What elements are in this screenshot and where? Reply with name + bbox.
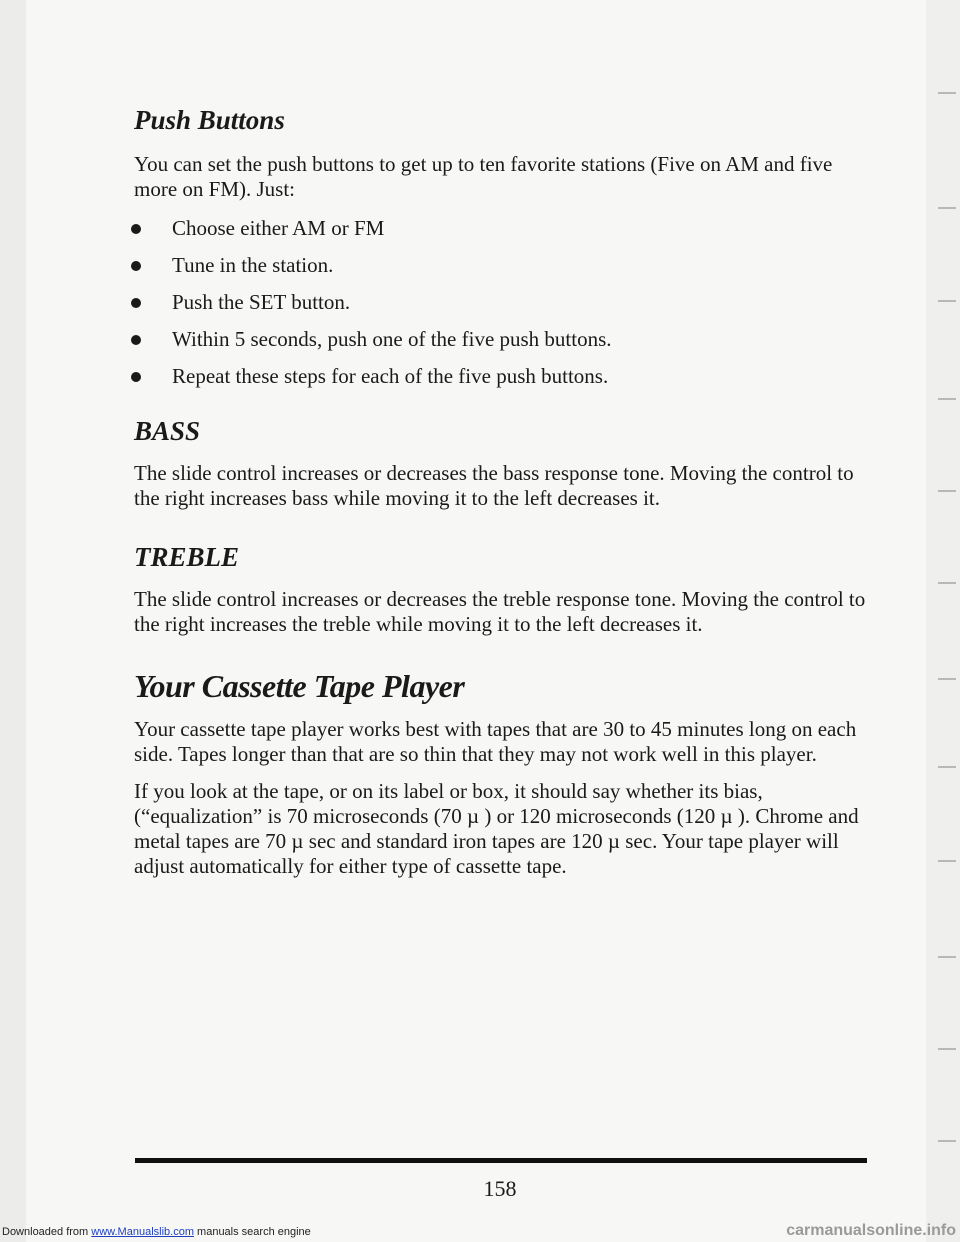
bullet-icon: [131, 298, 141, 308]
margin-tick: [938, 1048, 956, 1050]
margin-tick: [938, 766, 956, 768]
list-item: Repeat these steps for each of the five push buttons.: [134, 364, 874, 389]
bullet-icon: [131, 372, 141, 382]
margin-tick: [938, 582, 956, 584]
list-item: Choose either AM or FM: [134, 216, 874, 241]
cassette-para-1: Your cassette tape player works best with tapes that are 30 to 45 minutes long on each side. Tapes longer than that are so thin that they may not work well in this player.: [134, 717, 857, 766]
margin-tick: [938, 1140, 956, 1142]
list-item: Push the SET button.: [134, 290, 874, 315]
list-item: Within 5 seconds, push one of the five push buttons.: [134, 327, 874, 352]
margin-tick: [938, 490, 956, 492]
cassette-para-2: If you look at the tape, or on its label or box, it should say whether its bias, (“equalization” is 70 microseconds (70 µ ) or 120 microseconds (120 µ ). Chrome and metal tapes are 70 µ sec and standard iron tapes are 120 µ sec. Your tape player will adjust automatically for either type of cassette tape.: [134, 779, 859, 878]
bass-heading: BASS: [134, 416, 201, 446]
bullet-icon: [131, 335, 141, 345]
margin-tick: [938, 398, 956, 400]
cassette-heading: Your Cassette Tape Player: [134, 668, 465, 704]
push-buttons-steps: [134, 216, 874, 389]
download-credit: Downloaded from www.Manualslib.com manuals search engine: [2, 1226, 311, 1238]
footer-rule: [135, 1158, 867, 1163]
treble-body: The slide control increases or decreases the treble response tone. Moving the control to the right increases the treble while moving it to the left decreases it.: [134, 587, 866, 636]
page-number: 158: [483, 1176, 517, 1201]
bullet-icon: [131, 261, 141, 271]
scan-right-margin: [926, 0, 960, 1242]
bass-body: The slide control increases or decreases the bass response tone. Moving the control to the right increases bass while moving it to the left decreases it.: [134, 461, 854, 510]
list-item: Tune in the station.: [134, 253, 874, 278]
margin-tick: [938, 678, 956, 680]
push-buttons-heading: Push Buttons: [134, 105, 285, 135]
scan-left-margin: [0, 0, 26, 1242]
bullet-icon: [131, 224, 141, 234]
treble-heading: TREBLE: [134, 542, 240, 572]
margin-tick: [938, 207, 956, 209]
margin-tick: [938, 860, 956, 862]
watermark: carmanualsonline.info: [786, 1222, 956, 1239]
margin-tick: [938, 956, 956, 958]
manualslib-link[interactable]: www.Manualslib.com: [91, 1226, 194, 1238]
margin-tick: [938, 300, 956, 302]
push-buttons-intro: You can set the push buttons to get up to ten favorite stations (Five on AM and five more on FM). Just:: [134, 152, 833, 201]
page-content: [134, 104, 874, 879]
margin-tick: [938, 92, 956, 94]
